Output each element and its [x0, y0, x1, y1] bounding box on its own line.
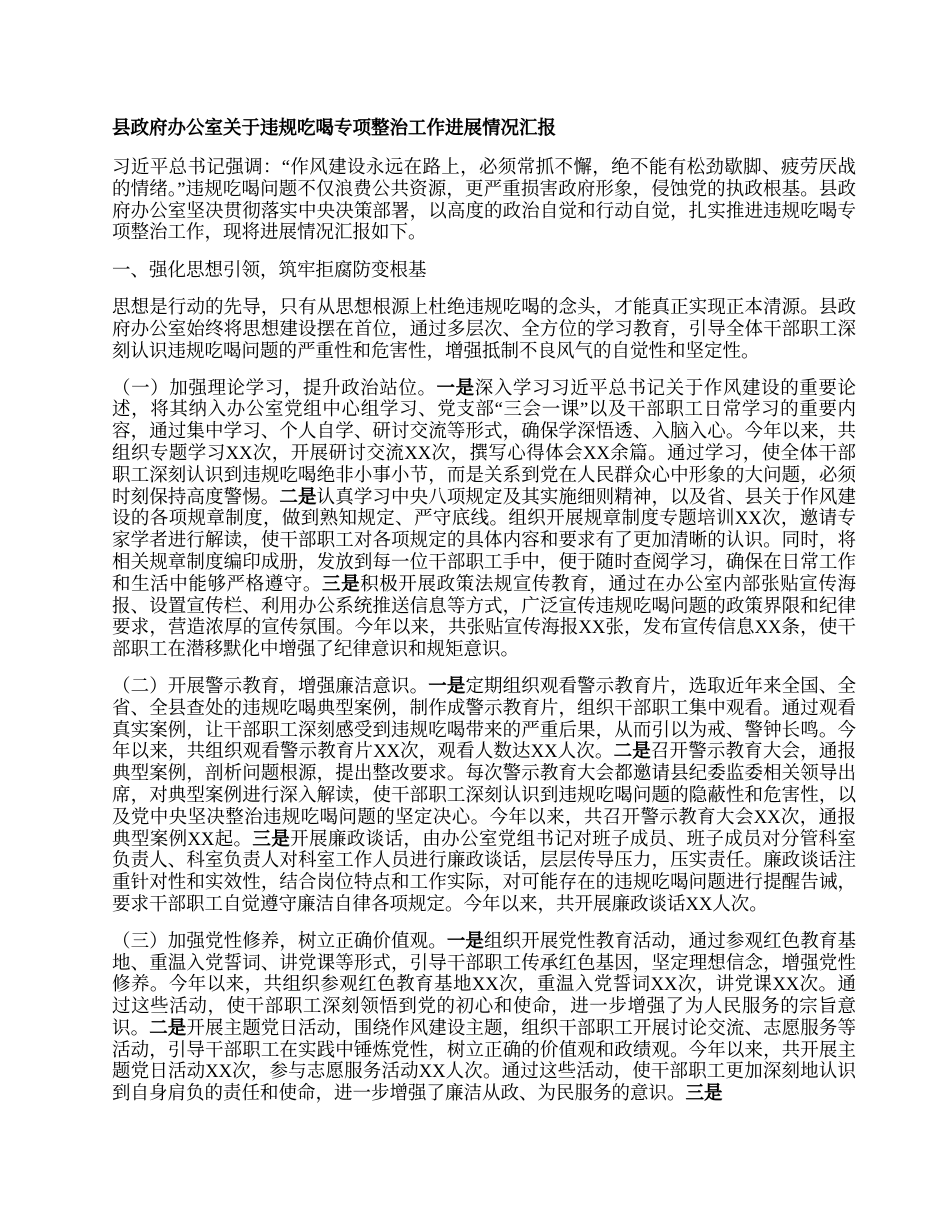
paragraph [112, 298, 856, 363]
paragraph [112, 379, 856, 662]
text-run: 召开警示教育大会，通报典型案例，剖析问题根源，提出整改要求。每次警示教育大会都邀请县纪委监委相关领导出席，对典型案例进行深入解读，使干部职工深刻认识到违规吃喝问题的隐蔽性和危害性，以及党中央坚决整治违规吃喝问题的坚定决心。今年以来，共召开警示教育大会XX次，通报典型案例XX起。 [112, 742, 856, 850]
text-run: 深入学习习近平总书记关于作风建设的重要论述，将其纳入办公室党组中心组学习、党支部“三会一课”以及干部职工日常学习的重要内容，通过集中学习、个人自学、研讨交流等形式，确保学深悟透、入脑入心。今年以来，共组织专题学习XX次，开展研讨交流XX次，撰写心得体会XX余篇。通过学习，使全体干部职工深刻认识到违规吃喝绝非小事小节，而是关系到党在人民群众心中形象的大问题，必须时刻保持高度警惕。 [112, 378, 856, 508]
bold-text-run: 一是 [436, 378, 475, 399]
bold-text-run: 一是 [446, 931, 485, 952]
paragraph [112, 677, 856, 917]
document-title: 县政府办公室关于违规吃喝专项整治工作进展情况汇报 [112, 119, 557, 139]
text-run: （二）开展警示教育，增强廉洁意识。 [112, 676, 429, 697]
bold-text-run: 三是 [685, 1084, 723, 1105]
bold-text-run: 二是 [149, 1018, 187, 1039]
text-run: （三）加强党性修养，树立正确价值观。 [112, 931, 447, 952]
text-run: 一、强化思想引领，筑牢拒腐防变根基 [112, 261, 427, 282]
bold-text-run: 三是 [322, 574, 361, 595]
text-run: 认真学习中央八项规定及其实施细则精神，以及省、县关于作风建设的各项规章制度，做到熟知规定、严守底线。组织开展规章制度专题培训XX次，邀请专家学者进行解读，使干部职工对各项规定的具体内容和要求有了更加清晰的认识。同时，将相关规章制度编印成册，发放到每一位干部职工手中，便于随时查阅学习，确保在日常工作和生活中能够严格遵守。 [112, 487, 856, 595]
text-run: 开展主题党日活动，围绕作风建设主题，组织干部职工开展讨论交流、志愿服务等活动，引导干部职工在实践中锤炼党性，树立正确的价值观和政绩观。今年以来，共开展主题党日活动XX次，参与志愿服务活动XX人次。通过这些活动，使干部职工更加深刻地认识到自身肩负的责任和使命，进一步增强了廉洁从政、为民服务的意识。 [112, 1018, 856, 1105]
bold-text-run: 二是 [279, 487, 317, 508]
document-body [112, 158, 856, 1106]
text-run: 积极开展政策法规宣传教育，通过在办公室内部张贴宣传海报、设置宣传栏、利用办公系统推送信息等方式，广泛宣传违规吃喝问题的政策界限和纪律要求，营造浓厚的宣传氛围。今年以来，共张贴宣传海报XX张，发布宣传信息XX条，使干部职工在潜移默化中增强了纪律意识和规矩意识。 [112, 574, 856, 661]
text-run: 习近平总书记强调：“作风建设永远在路上，必须常抓不懈，绝不能有松劲歇脚、疲劳厌战的情绪。”违规吃喝问题不仅浪费公共资源，更严重损害政府形象，侵蚀党的执政根基。县政府办公室坚决贯彻落实中央决策部署，以高度的政治自觉和行动自觉，扎实推进违规吃喝专项整治工作，现将进展情况汇报如下。 [112, 158, 856, 244]
bold-text-run: 三是 [252, 829, 291, 850]
paragraph [112, 158, 856, 245]
bold-text-run: 二是 [613, 742, 651, 763]
bold-text-run: 一是 [428, 676, 466, 697]
paragraph [112, 932, 856, 1106]
text-run: 开展廉政谈话，由办公室党组书记对班子成员、班子成员对分管科室负责人、科室负责人对科室工作人员进行廉政谈话，层层传导压力，压实责任。廉政谈话注重针对性和实效性，结合岗位特点和工作实际，对可能存在的违规吃喝问题进行提醒告诫，要求干部职工自觉遵守廉洁自律各项规定。今年以来，共开展廉政谈话XX人次。 [112, 829, 856, 915]
section-heading [112, 260, 856, 283]
text-run: （一）加强理论学习，提升政治站位。 [112, 378, 437, 399]
text-run: 思想是行动的先导，只有从思想根源上杜绝违规吃喝的念头，才能真正实现正本清源。县政府办公室始终将思想建设摆在首位，通过多层次、全方位的学习教育，引导全体干部职工深刻认识违规吃喝问题的严重性和危害性，增强抵制不良风气的自觉性和坚定性。 [112, 298, 856, 362]
text-run: 定期组织观看警示教育片，选取近年来全国、全省、全县查处的违规吃喝典型案例，制作成警示教育片，组织干部职工集中观看。通过观看真实案例，让干部职工深刻感受到违规吃喝带来的严重后果，从而引以为戒、警钟长鸣。今年以来，共组织观看警示教育片XX次，观看人数达XX人次。 [112, 676, 856, 763]
text-run: 组织开展党性教育活动，通过参观红色教育基地、重温入党誓词、讲党课等形式，引导干部职工传承红色基因，坚定理想信念，增强党性修养。今年以来，共组织参观红色教育基地XX次，重温入党誓词XX次，讲党课XX次。通过这些活动，使干部职工深刻领悟到党的初心和使命，进一步增强了为人民服务的宗旨意识。 [112, 931, 856, 1039]
